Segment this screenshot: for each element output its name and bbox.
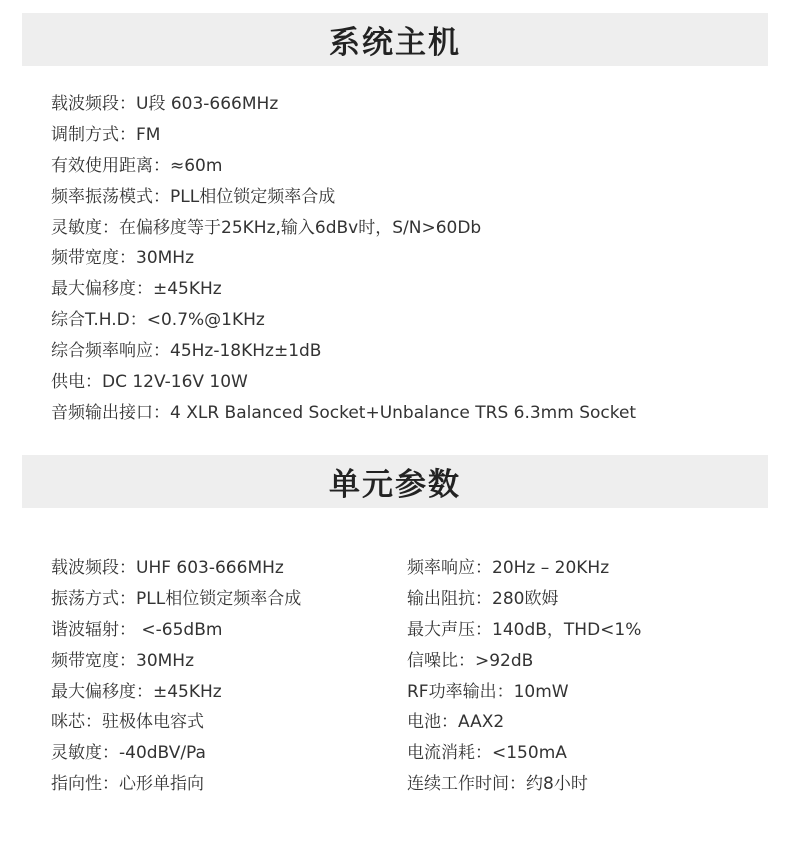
system-spec-item: 供电：DC 12V-16V 10W <box>51 372 248 393</box>
unit-spec-item: 电流消耗：<150mA <box>407 743 567 764</box>
unit-spec-item: 连续工作时间：约8小时 <box>407 774 588 795</box>
unit-spec-item: 最大声压：140dB，THD<1% <box>407 619 642 640</box>
system-spec-item: 频带宽度：30MHz <box>51 248 195 269</box>
system-spec-list <box>51 89 771 429</box>
unit-spec-item: 频带宽度：30MHz <box>51 650 195 671</box>
unit-spec-item: 最大偏移度：±45KHz <box>51 681 222 702</box>
unit-spec-item: RF功率输出：10mW <box>407 681 569 702</box>
system-spec-item: 载波频段：U段 603-666MHz <box>51 94 279 114</box>
system-spec-item: 最大偏移度：±45KHz <box>51 279 222 300</box>
unit-spec-item: 指向性：心形单指向 <box>51 774 204 795</box>
system-spec-item: 频率振荡模式：PLL相位锁定频率合成 <box>51 186 336 207</box>
system-section-header <box>22 13 768 66</box>
system-spec-item: 调制方式：FM <box>51 124 161 145</box>
unit-spec-item: 谐波辐射： <-65dBm <box>51 619 223 640</box>
unit-spec-item: 信噪比：>92dB <box>407 650 534 671</box>
unit-spec-item: 频率响应：20Hz – 20KHz <box>407 558 610 578</box>
system-spec-item: 综合频率响应：45Hz-18KHz±1dB <box>51 341 322 362</box>
system-section-title: 系统主机 <box>329 25 461 61</box>
unit-section-title: 单元参数 <box>329 467 461 503</box>
unit-spec-item: 振荡方式：PLL相位锁定频率合成 <box>51 588 302 609</box>
unit-section-header <box>22 455 768 508</box>
system-spec-item: 灵敏度：在偏移度等于25KHz,输入6dBv时，S/N>60Db <box>51 217 482 238</box>
system-spec-item: 综合T.H.D：<0.7%@1KHz <box>51 310 265 331</box>
unit-spec-item: 输出阻抗：280欧姆 <box>407 588 559 609</box>
system-spec-item: 音频输出接口：4 XLR Balanced Socket+Unbalance TRS 6.3mm Socket <box>51 402 637 423</box>
system-spec-item: 有效使用距离：≈60m <box>51 155 223 176</box>
unit-spec-item: 灵敏度：-40dBV/Pa <box>51 743 206 764</box>
unit-spec-list-right <box>407 553 777 800</box>
unit-spec-item: 载波频段：UHF 603-666MHz <box>51 558 284 578</box>
unit-spec-item: 电池：AAX2 <box>407 712 505 733</box>
unit-spec-list-left <box>51 553 391 800</box>
unit-spec-item: 咪芯：驻极体电容式 <box>51 712 204 733</box>
